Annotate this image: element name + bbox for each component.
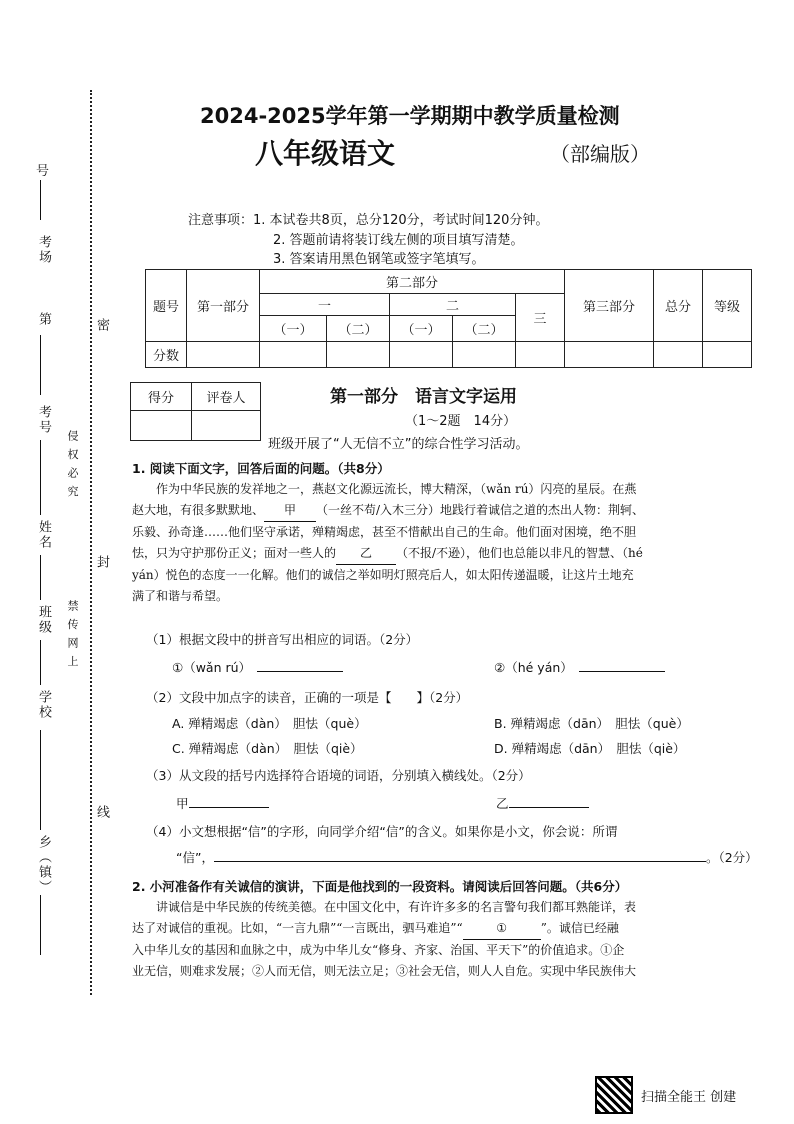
binding-exam-room: 考场 <box>36 235 51 265</box>
score-table-sub: （二） <box>327 316 390 342</box>
answer-line[interactable] <box>214 861 706 862</box>
q1-sub1: （1）根据文段中的拼音写出相应的词语。（2分） <box>146 632 419 647</box>
subject-title: 八年级语文 <box>255 137 396 170</box>
score-table-section-one: 一 <box>260 294 390 316</box>
answer-line[interactable] <box>579 671 665 672</box>
part1-subtitle: （1～2题 14分） <box>405 414 517 429</box>
score-table-qnum: 题号 <box>146 270 187 342</box>
score-cell[interactable] <box>453 342 516 368</box>
q2-passage: 讲诚信是中华民族的传统美德。在中国文化中，有许许多多的名言警句我们都耳熟能详，表 达了对诚信的重视。比如，“一言九鼎”“一言既出，驷马难追”“ ① ”。诚信已经融 入中华儿女的基因和血脉之中，成为中华儿女“修身、齐家、治国、平天下”的价值追求。①企 业无信，则难求发展；②人而无信，则无法立足；③社会无信，则人人自危。实现中华民族伟大 <box>132 900 637 978</box>
score-cell[interactable] <box>516 342 565 368</box>
binding-town: 乡（镇） <box>36 835 51 895</box>
score-cell[interactable] <box>327 342 390 368</box>
option-a[interactable]: A. 殚精竭虑（dàn） 胆怯（què） <box>172 716 367 731</box>
score-table-grade: 等级 <box>703 270 752 342</box>
answer-line[interactable] <box>509 807 589 808</box>
binding-class: 班级 <box>36 605 51 635</box>
binding-rights-notice: 侵 权 必 究 <box>66 430 79 499</box>
edition-label: （部编版） <box>550 142 650 166</box>
q1-sub3: （3）从文段的括号内选择符合语境的词语，分别填入横线处。（2分） <box>146 768 531 783</box>
grader-reviewer-label: 评卷人 <box>192 383 261 411</box>
binding-seal-xian: 线 <box>94 805 109 820</box>
score-table-sub: （一） <box>260 316 327 342</box>
binding-school: 学校 <box>36 690 51 720</box>
q1-sub4-answer: “信”， 。（2分） <box>176 850 758 865</box>
score-cell[interactable] <box>390 342 453 368</box>
q1-sub1-b: ②（hé yán） <box>494 658 665 676</box>
binding-exam-number: 考号 <box>36 405 51 435</box>
binding-name: 姓名 <box>36 520 51 550</box>
score-table-part3: 第三部分 <box>565 270 654 342</box>
score-cell[interactable] <box>654 342 703 368</box>
score-table-sub: （一） <box>390 316 453 342</box>
option-d[interactable]: D. 殚精竭虑（dān） 胆怯（qiè） <box>494 741 686 756</box>
q1-passage: 作为中华民族的发祥地之一，燕赵文化源远流长，博大精深，（wǎn rú）闪亮的星辰。在燕 赵大地，有很多默默地、 甲 （一丝不苟/入木三分）地践行着诚信之道的杰出人物：荆轲、 乐毅、孙奇逢……他们坚守承诺，殚精竭虑，甚至不惜献出自己的生命。他们面对困境，绝不胆 怯，只为守护那份正义；面对一些人的 乙 （不报/不逊），他们也总能以非凡的智慧、（hé yán）悦色的态度一一化解。他们的诚信之举如明灯照亮后人，如太阳传递温暖，让这片土地充 满了和谐与希望。 <box>132 482 645 603</box>
q1-sub2: （2）文段中加点字的读音，正确的一项是【 】（2分） <box>146 690 469 705</box>
score-table-part1: 第一部分 <box>187 270 260 342</box>
q1-sub1-a: ①（wǎn rú） <box>172 658 343 676</box>
q1-sub3-jia: 甲 <box>176 794 269 812</box>
exam-title: 2024-2025学年第一学期期中教学质量检测 <box>200 104 620 128</box>
answer-line[interactable] <box>257 671 343 672</box>
score-table-section-three: 三 <box>516 294 565 342</box>
score-table-part2: 第二部分 <box>260 270 565 294</box>
option-c[interactable]: C. 殚精竭虑（dàn） 胆怯（qiè） <box>172 741 363 756</box>
score-cell[interactable] <box>260 342 327 368</box>
notice-line-3: 3. 答案请用黑色钢笔或签字笔填写。 <box>273 252 485 267</box>
binding-seal-mi: 密 <box>94 318 109 333</box>
score-table-sub: （二） <box>453 316 516 342</box>
notice-line-2: 2. 答题前请将装订线左侧的项目填写清楚。 <box>273 233 524 248</box>
notice-label: 注意事项： <box>188 213 254 228</box>
q2-stem: 2. 小河准备作有关诚信的演讲，下面是他找到的一段资料。请阅读后回答问题。（共6分） <box>132 879 628 894</box>
blank-1: ① <box>463 918 541 940</box>
grader-score-label: 得分 <box>131 383 192 411</box>
q1-sub3-yi: 乙 <box>496 794 589 812</box>
score-table-total: 总分 <box>654 270 703 342</box>
binding-number-label: 号 <box>36 164 50 179</box>
activity-intro: 班级开展了“人无信不立”的综合性学习活动。 <box>268 437 529 452</box>
option-b[interactable]: B. 殚精竭虑（dān） 胆怯（què） <box>494 716 689 731</box>
q1-stem: 1. 阅读下面文字，回答后面的问题。（共8分） <box>132 461 390 476</box>
answer-line[interactable] <box>189 807 269 808</box>
grader-score-cell[interactable] <box>131 411 192 441</box>
notice-line-1: 注意事项：1. 本试卷共8页，总分120分，考试时间120分钟。 <box>188 213 549 228</box>
score-table-section-two: 二 <box>390 294 516 316</box>
binding-seal-feng: 封 <box>94 555 109 570</box>
binding-no-upload-notice: 禁 传 网 上 <box>66 600 79 669</box>
score-cell[interactable] <box>187 342 260 368</box>
grader-reviewer-cell[interactable] <box>192 411 261 441</box>
blank-jia: 甲 <box>264 500 316 522</box>
q1-sub4: （4）小文想根据“信”的字形，向同学介绍“信”的含义。如果你是小文，你会说：所谓 <box>146 824 618 839</box>
binding-seat: 第 <box>36 312 51 327</box>
binding-dotted-line <box>90 90 92 995</box>
part1-title: 第一部分 语言文字运用 <box>330 387 517 407</box>
blank-yi: 乙 <box>336 543 396 565</box>
score-cell[interactable] <box>565 342 654 368</box>
score-table <box>145 269 752 368</box>
grader-box <box>130 382 261 441</box>
score-cell[interactable] <box>703 342 752 368</box>
scanner-watermark <box>595 1076 736 1114</box>
qr-code-icon <box>595 1076 633 1114</box>
scanner-brand: 扫描全能王 创建 <box>641 1089 737 1105</box>
score-table-score-label: 分数 <box>146 342 187 368</box>
